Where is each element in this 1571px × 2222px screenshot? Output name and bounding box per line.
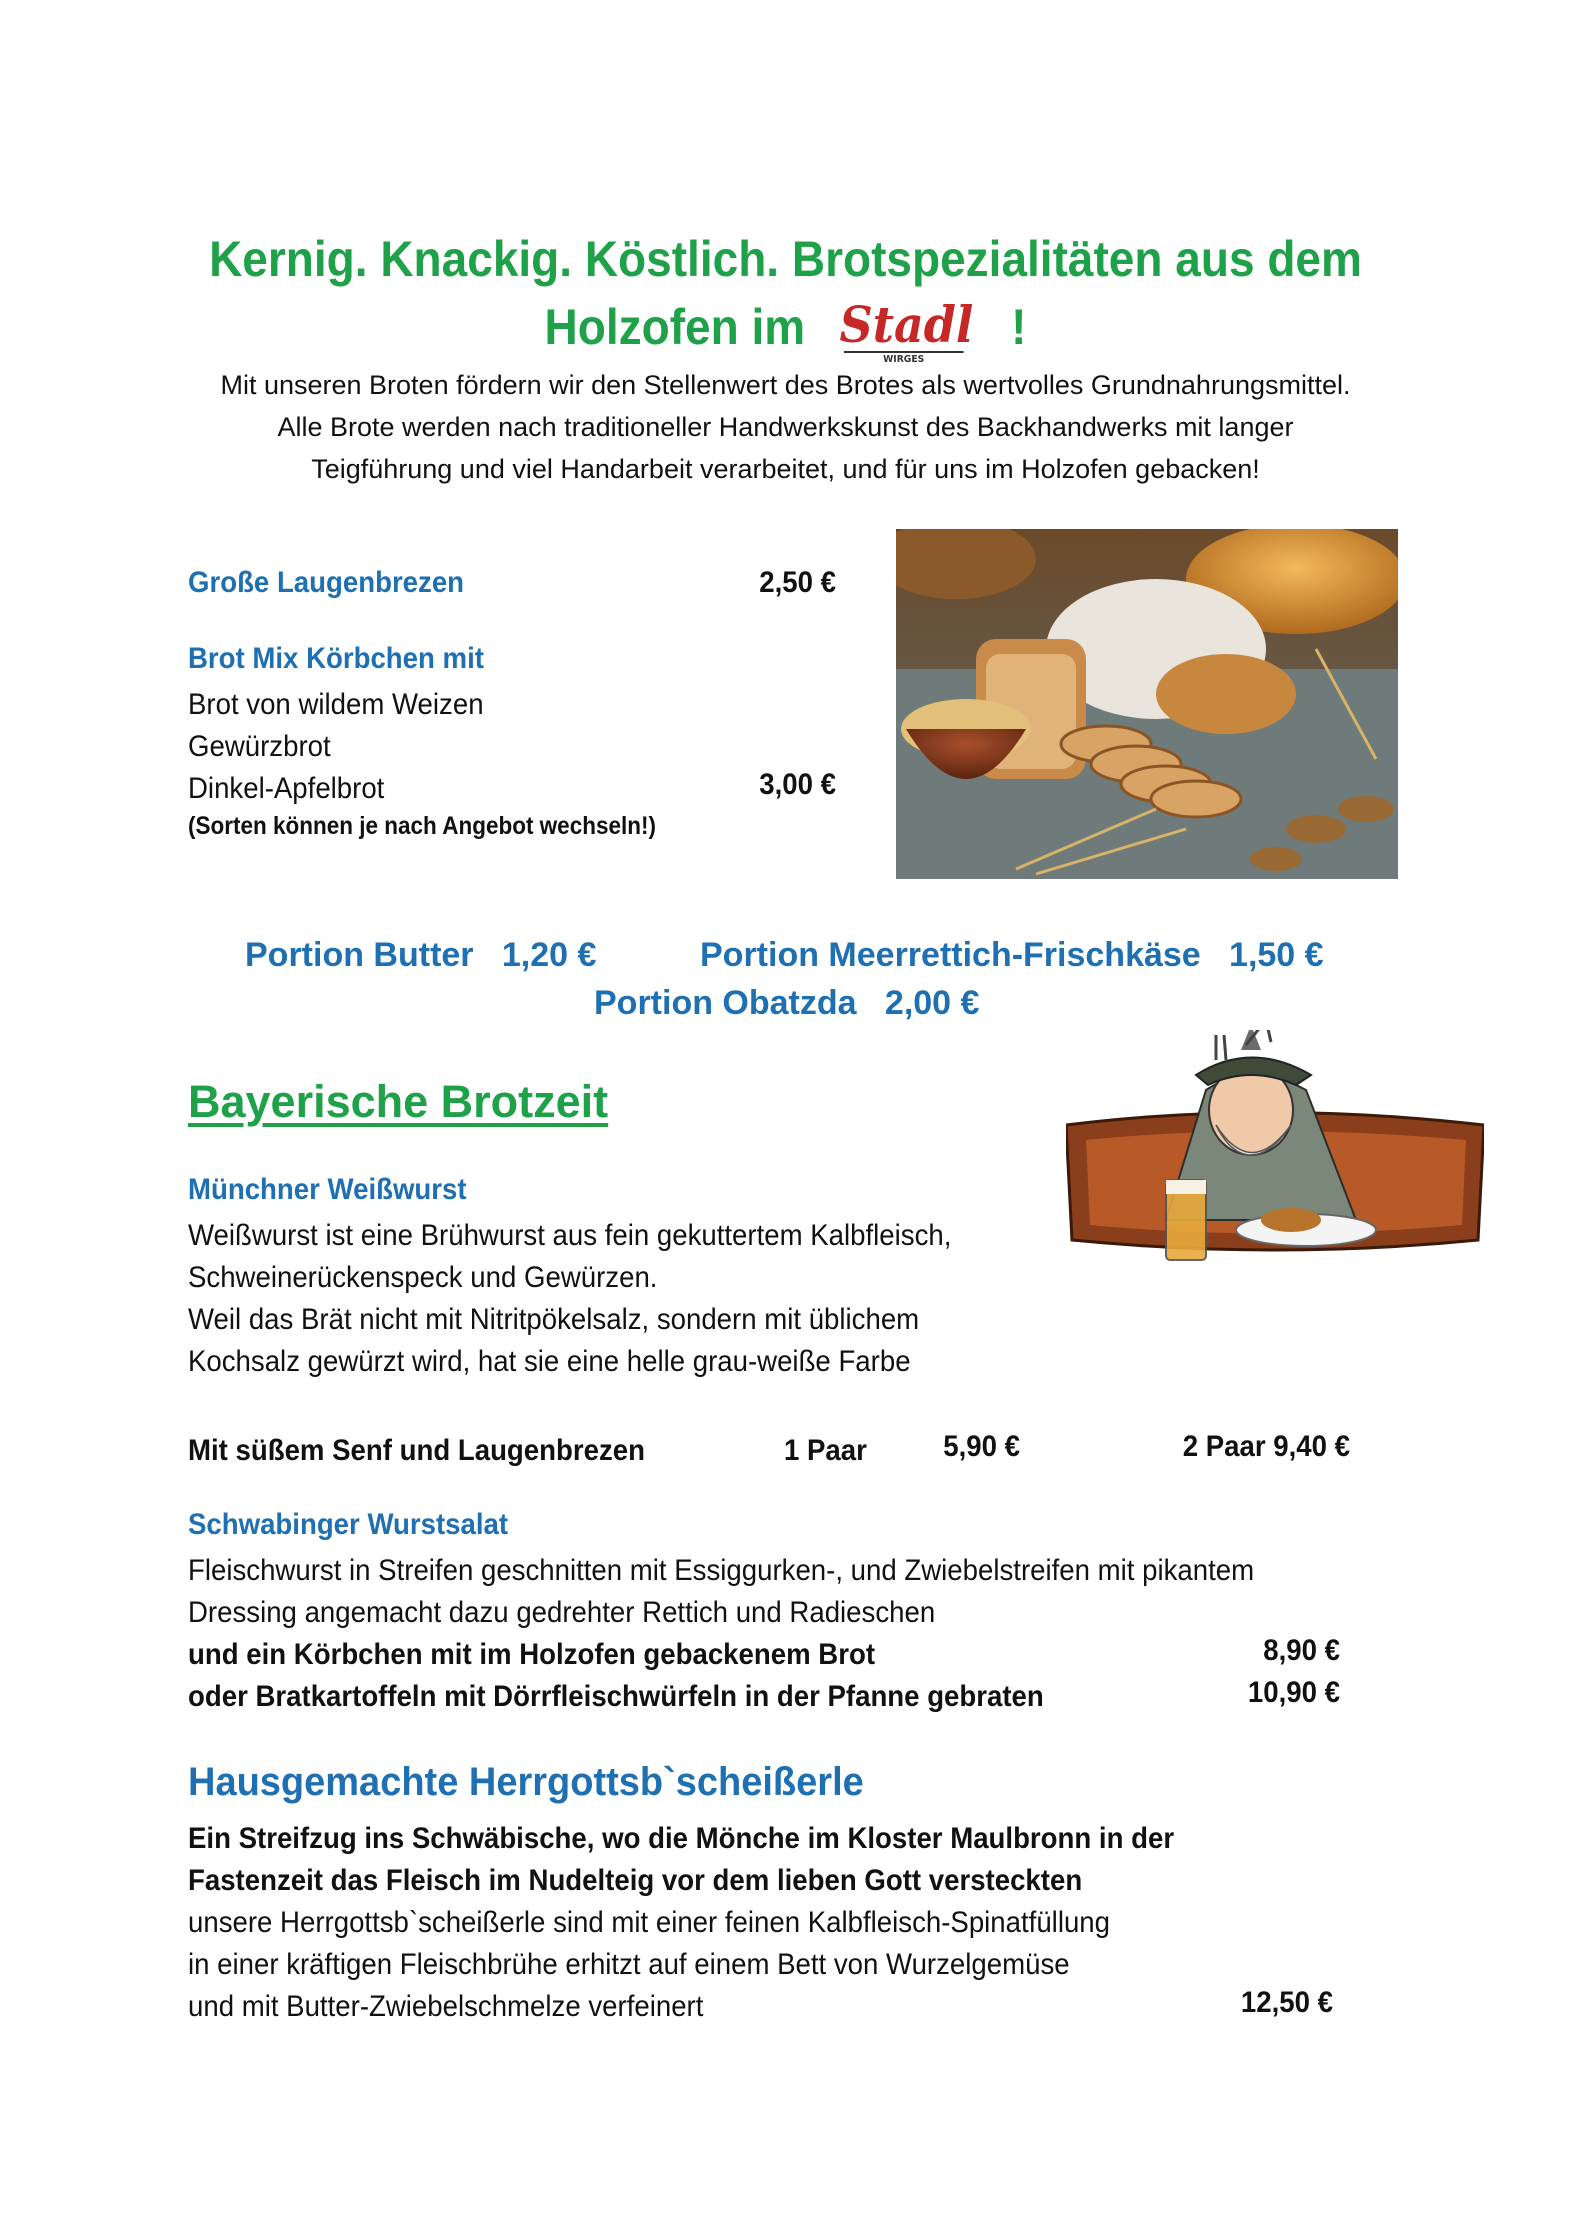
bavarian-man-graphic [1066, 1030, 1484, 1290]
logo-subline: WIRGES [883, 353, 925, 366]
item-brotmix-price: 3,00 € [759, 768, 836, 801]
wurstsalat-desc-line: Fleischwurst in Streifen geschnitten mit Essiggurken-, und Zwiebelstreifen mit pikantem [188, 1554, 1255, 1587]
weisswurst-desc-line: Schweinerückenspeck und Gewürzen. [188, 1261, 658, 1294]
herrgott-desc-line: unsere Herrgottsb`scheißerle sind mit einer feinen Kalbfleisch-Spinatfüllung [188, 1906, 1111, 1939]
item-laugenbrezen-price: 2,50 € [759, 566, 836, 599]
weisswurst-title: Münchner Weißwurst [188, 1173, 467, 1206]
portion-butter [245, 936, 596, 975]
herrgott-price: 12,50 € [1240, 1986, 1333, 2019]
weisswurst-serving-line: Mit süßem Senf und Laugenbrezen [188, 1434, 645, 1467]
page-title-line1: Kernig. Knackig. Köstlich. Brotspezialitäten aus dem [209, 231, 1362, 287]
weisswurst-desc-line: Kochsalz gewürzt wird, hat sie eine helle grau-weiße Farbe [188, 1345, 911, 1378]
section-heading-herrgottsbscheisserle: Hausgemachte Herrgottsb`scheißerle [188, 1760, 864, 1804]
weisswurst-one-pair-price: 5,90 € [943, 1430, 1020, 1463]
portion-obatzda-price: 2,00 € [884, 984, 980, 1022]
brotmix-note: (Sorten können je nach Angebot wechseln!) [188, 812, 656, 840]
weisswurst-desc-line: Weil das Brät nicht mit Nitritpökelsalz, sondern mit üblichem [188, 1303, 920, 1336]
bavarian-man-illustration [1066, 1030, 1484, 1290]
intro-text [0, 364, 1571, 490]
wurstsalat-option-bratkartoffeln-price: 10,90 € [1247, 1676, 1340, 1709]
herrgott-desc-line: in einer kräftigen Fleischbrühe erhitzt auf einem Bett von Wurzelgemüse [188, 1948, 1070, 1981]
title-part-a: Holzofen im [544, 299, 806, 356]
wurstsalat-option-brot-price: 8,90 € [1263, 1634, 1340, 1667]
portion-obatzda [594, 984, 979, 1023]
title-part-b: ! [1011, 299, 1027, 356]
item-brotmix-name: Brot Mix Körbchen mit [188, 642, 484, 675]
portion-meerrettich-label: Portion Meerrettich-Frischkäse [700, 936, 1201, 974]
stadl-logo-graphic [825, 296, 991, 366]
weisswurst-two-pair: 2 Paar 9,40 € [1182, 1430, 1350, 1463]
page-title-line2 [63, 296, 1508, 366]
bread-photo [896, 529, 1398, 879]
intro-line: Teigführung und viel Handarbeit verarbeitet, und für uns im Holzofen gebacken! [311, 454, 1260, 484]
intro-line: Mit unseren Broten fördern wir den Stellenwert des Brotes als wertvolles Grundnahrungsmittel. [220, 370, 1351, 400]
wurstsalat-title: Schwabinger Wurstsalat [188, 1508, 509, 1541]
portion-butter-price: 1,20 € [501, 936, 597, 974]
herrgott-intro-line: Fastenzeit das Fleisch im Nudelteig vor dem lieben Gott versteckten [188, 1864, 1083, 1897]
herrgott-intro-line: Ein Streifzug ins Schwäbische, wo die Mönche im Kloster Maulbronn in der [188, 1822, 1175, 1855]
portion-butter-label: Portion Butter [245, 936, 474, 974]
herrgott-desc-line: und mit Butter-Zwiebelschmelze verfeinert [188, 1990, 704, 2023]
brotmix-line: Brot von wildem Weizen [188, 688, 484, 721]
stadl-logo [825, 296, 991, 366]
wurstsalat-desc-line: Dressing angemacht dazu gedrehter Rettich und Radieschen [188, 1596, 936, 1629]
wurstsalat-option-brot: und ein Körbchen mit im Holzofen gebackenem Brot [188, 1638, 876, 1671]
section-heading-brotzeit: Bayerische Brotzeit [188, 1076, 609, 1127]
item-laugenbrezen-name: Große Laugenbrezen [188, 566, 465, 599]
portion-obatzda-label: Portion Obatzda [594, 984, 857, 1022]
weisswurst-desc-line: Weißwurst ist eine Brühwurst aus fein gekuttertem Kalbfleisch, [188, 1219, 952, 1252]
intro-line: Alle Brote werden nach traditioneller Handwerkskunst des Backhandwerks mit langer [277, 412, 1294, 442]
portion-meerrettich-price: 1,50 € [1229, 936, 1324, 974]
wurstsalat-option-bratkartoffeln: oder Bratkartoffeln mit Dörrfleischwürfeln in der Pfanne gebraten [188, 1680, 1044, 1713]
logo-wordmark: Stadl [839, 296, 974, 355]
weisswurst-one-pair: 1 Paar [784, 1434, 867, 1467]
brotmix-line: Dinkel-Apfelbrot [188, 772, 385, 805]
portion-meerrettich [700, 936, 1324, 975]
bread-photo-graphic [896, 529, 1398, 879]
brotmix-line: Gewürzbrot [188, 730, 331, 763]
